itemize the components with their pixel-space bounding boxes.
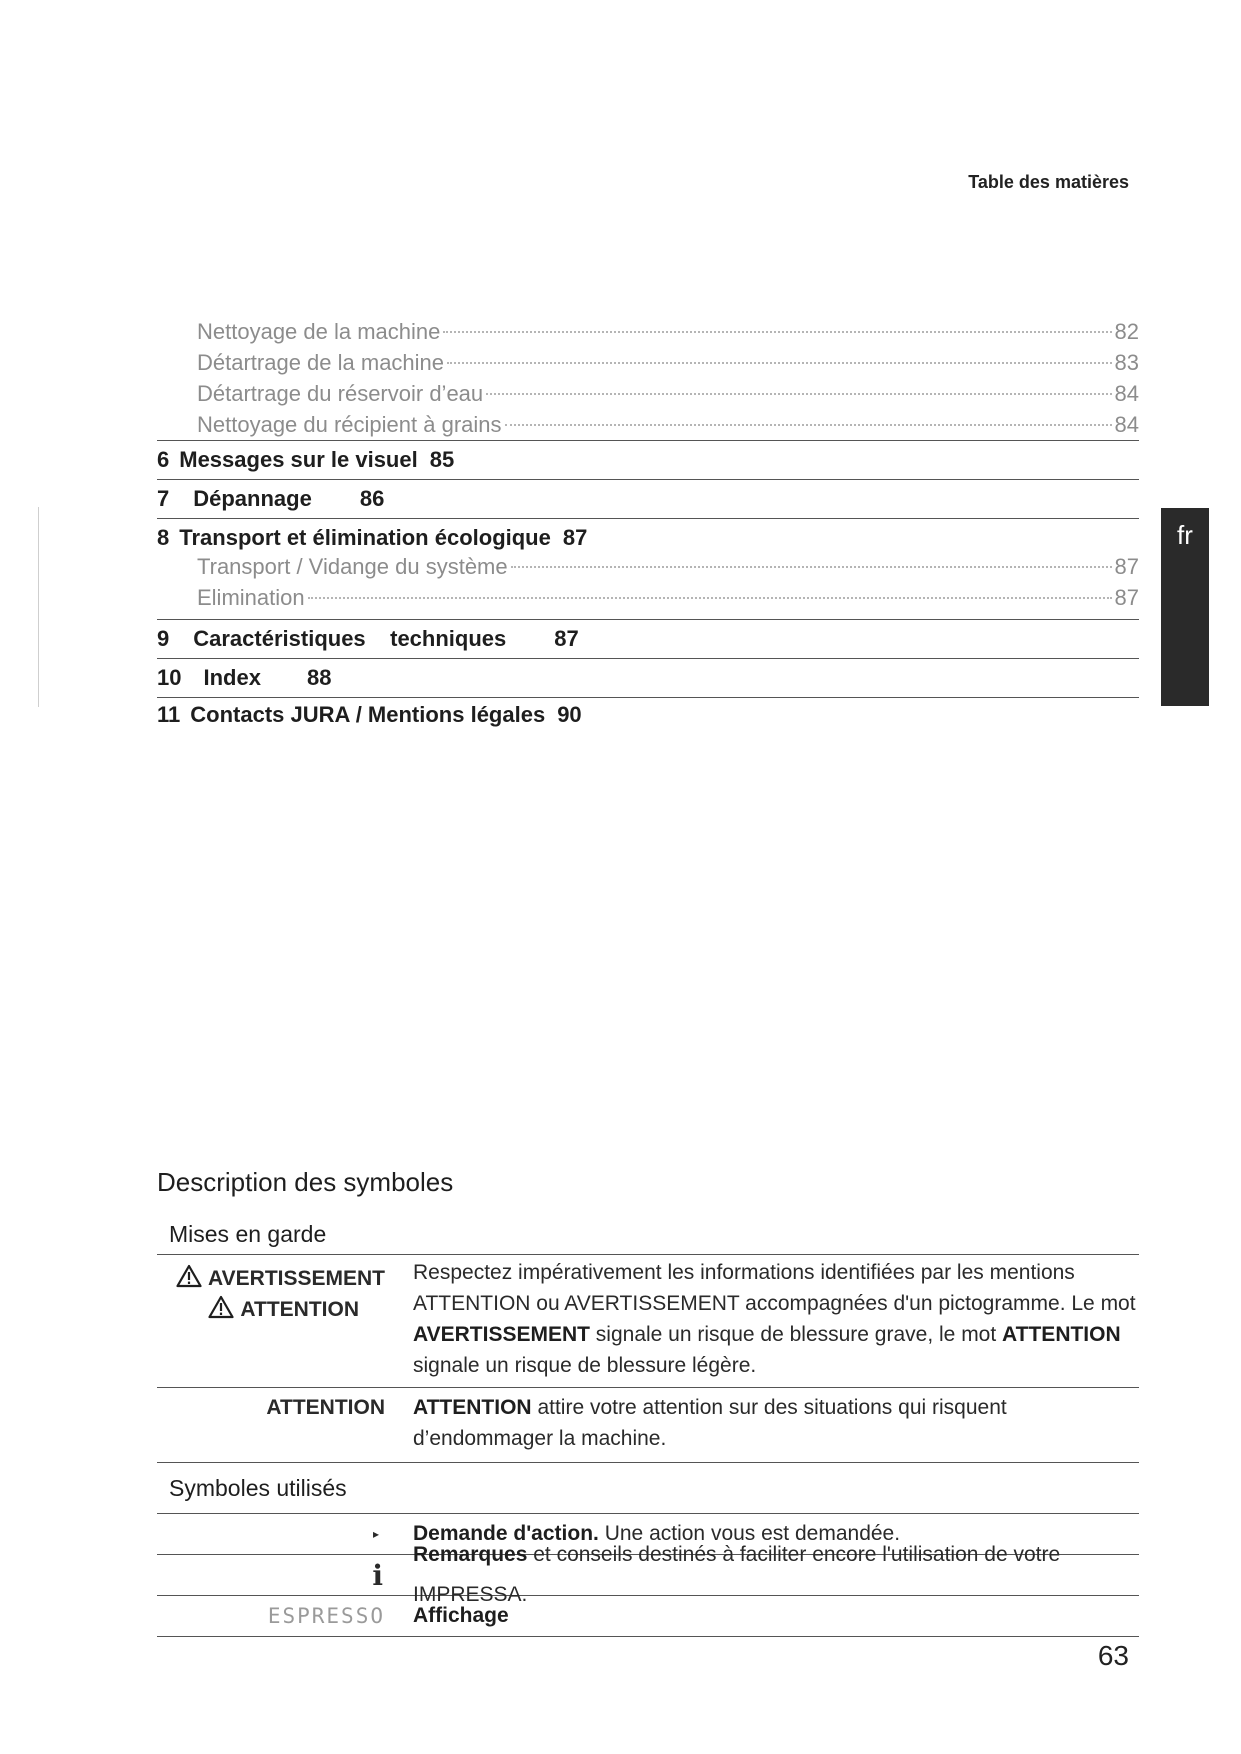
toc-subitem [157,347,1139,378]
dot-leader [447,362,1111,364]
language-tab [1161,508,1209,706]
margin-rule [38,507,39,707]
toc-chapter-10 [157,658,1139,697]
warning-row [157,1254,1139,1387]
toc-subitem-page: 84 [1114,381,1139,406]
toc-chapter-8 [157,518,1139,551]
warning-label: AVERTISSEMENT [157,1263,385,1294]
used-symbols-heading: Symboles utilisés [169,1475,347,1501]
toc-chapter-6 [157,440,1139,479]
attention-row [157,1387,1139,1462]
toc-subitem-title: Détartrage de la machine [197,350,445,375]
info-description: Remarques et conseils destinés à faciliter encore l'utilisation de votre IMPRESSA. [413,1543,1061,1606]
toc-subitem-page: 83 [1114,350,1139,375]
toc-subitem-title: Nettoyage de la machine [197,319,441,344]
warning-triangle-icon [176,1264,202,1288]
toc-subitem [157,378,1139,409]
toc-subitem-page: 87 [1114,554,1139,579]
chapter-title: Transport et élimination écologique [179,525,551,550]
toc-chapter-9 [157,619,1139,658]
table-of-contents [157,316,1139,732]
chapter-page: 87 [562,525,588,550]
warnings-heading: Mises en garde [169,1221,327,1247]
display-sample-text: ESPRESSO [267,1604,385,1628]
toc-subitem [157,582,1139,613]
symbols-section [157,1162,1139,1637]
dot-leader [308,597,1112,599]
chapter-page: 88 [306,665,332,690]
toc-subitem [157,551,1139,582]
attention-plain-label: ATTENTION [266,1396,385,1419]
toc-subitem-title: Transport / Vidange du système [197,554,508,579]
display-row [157,1595,1139,1637]
chapter-page: 90 [557,702,582,727]
chapter-number: 7 [157,486,170,511]
action-arrow-icon: ▸ [372,1527,379,1541]
attention-label: ATTENTION [157,1294,385,1325]
page-number: 63 [1097,1640,1129,1671]
toc-subitem-title: Détartrage du réservoir d’eau [197,381,484,406]
chapter-title: Dépannage [193,486,312,511]
toc-subitem-page: 82 [1114,319,1139,344]
attention-description: ATTENTION attire votre attention sur des situations qui risquent d’endommager la machine. [413,1396,1007,1450]
chapter-page: 86 [359,486,385,511]
chapter-number: 9 [157,626,170,651]
toc-subitem-page: 87 [1114,585,1139,610]
chapter-title: Caractéristiques techniques [193,626,507,651]
used-symbols-heading-row [157,1462,1139,1513]
chapter-title: Contacts JURA / Mentions légales [190,702,546,727]
warning-triangle-icon [208,1295,234,1319]
toc-subitem [157,409,1139,440]
dot-leader [486,393,1111,395]
chapter-number: 6 [157,447,170,472]
running-header: Table des matières [968,172,1129,192]
toc-subitem-title: Nettoyage du récipient à grains [197,412,502,437]
symbols-heading: Description des symboles [157,1167,454,1197]
info-icon: i [372,1558,383,1592]
warning-labels [157,1257,385,1381]
chapter-number: 11 [157,702,181,727]
toc-chapter-11 [157,697,1139,732]
dot-leader [443,331,1111,333]
info-row [157,1543,1139,1606]
toc-subitem-title: Elimination [197,585,305,610]
chapter-title: Index [203,665,261,690]
toc-subitem-page: 84 [1114,412,1139,437]
dot-leader [511,566,1112,568]
dot-leader [505,424,1112,426]
chapter-page: 87 [554,626,579,651]
chapter-title: Messages sur le visuel [179,447,418,472]
action-description: Demande d'action. Une action vous est demandée. [413,1522,901,1545]
warning-description: Respectez impérativement les informations identifiées par les mentions ATTENTION ou AVERTISSEMENT accompagnées d'un pictogramme. Le mot AVERTISSEMENT signale un risque de blessure grave, le mot ATTENTION signale un risque de blessure légère. [413,1261,1136,1377]
chapter-number: 8 [157,525,170,550]
toc-chapter-7 [157,479,1139,518]
chapter-page: 85 [429,447,455,472]
display-description: Affichage [413,1604,509,1627]
language-tab-label: fr [1177,520,1193,550]
chapter-number: 10 [157,665,182,690]
toc-subitem [157,316,1139,347]
